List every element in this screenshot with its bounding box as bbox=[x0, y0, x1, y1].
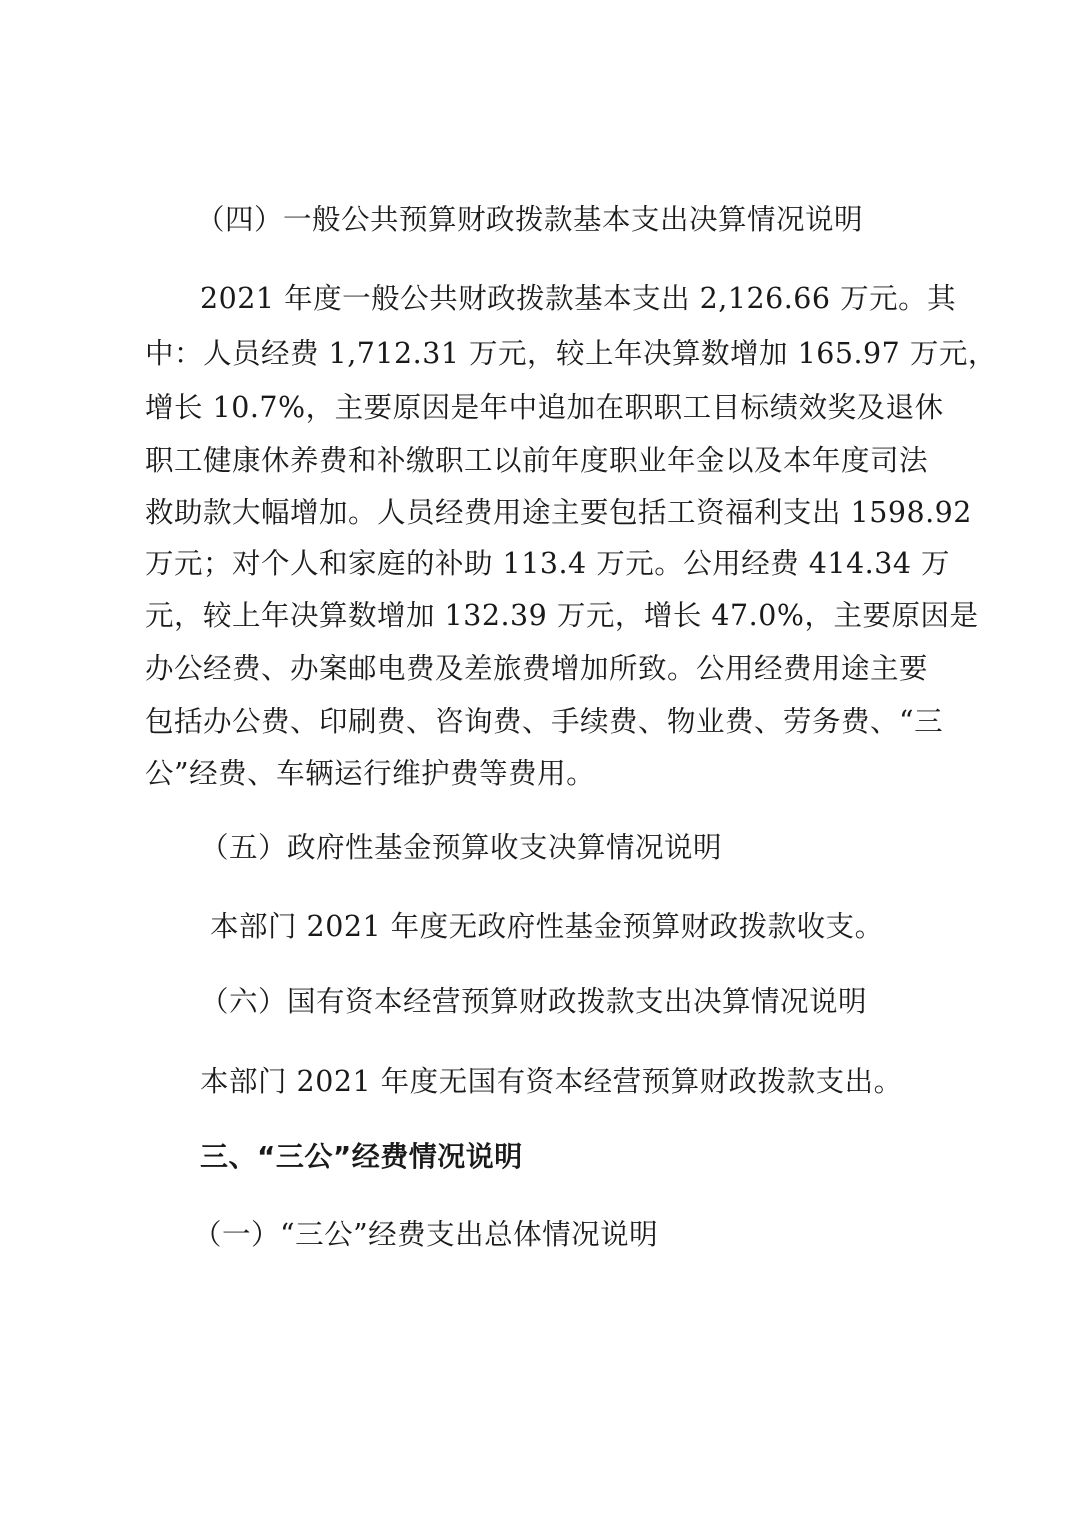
subsection-4-heading: （四）一般公共预算财政拨款基本支出决算情况说明 bbox=[196, 203, 864, 236]
sub4-paragraph-line-1: 2021 年度一般公共财政拨款基本支出 2,126.66 万元。其 bbox=[200, 282, 957, 315]
subsection-5-heading: （五）政府性基金预算收支决算情况说明 bbox=[200, 831, 723, 864]
section-3-heading: 三、“三公”经费情况说明 bbox=[200, 1140, 523, 1173]
section-3-subsection-1-heading: （一）“三公”经费支出总体情况说明 bbox=[193, 1218, 659, 1251]
sub4-paragraph-line-6: 万元；对个人和家庭的补助 113.4 万元。公用经费 414.34 万 bbox=[145, 547, 951, 580]
sub4-paragraph-line-9: 包括办公费、印刷费、咨询费、手续费、物业费、劳务费、“三 bbox=[145, 705, 944, 738]
sub4-paragraph-line-8: 办公经费、办案邮电费及差旅费增加所致。公用经费用途主要 bbox=[145, 652, 929, 685]
sub4-paragraph-line-7: 元，较上年决算数增加 132.39 万元，增长 47.0%，主要原因是 bbox=[145, 599, 979, 632]
sub4-paragraph-line-4: 职工健康休养费和补缴职工以前年度职业年金以及本年度司法 bbox=[145, 444, 929, 477]
subsection-6-body: 本部门 2021 年度无国有资本经营预算财政拨款支出。 bbox=[200, 1065, 903, 1098]
sub4-paragraph-line-10: 公”经费、车辆运行维护费等费用。 bbox=[145, 757, 596, 790]
sub4-paragraph-line-2: 中：人员经费 1,712.31 万元，较上年决算数增加 165.97 万元， bbox=[145, 337, 997, 370]
subsection-5-body: 本部门 2021 年度无政府性基金预算财政拨款收支。 bbox=[210, 910, 884, 943]
sub4-paragraph-line-5: 救助款大幅增加。人员经费用途主要包括工资福利支出 1598.92 bbox=[145, 496, 972, 529]
sub4-paragraph-line-3: 增长 10.7%，主要原因是年中追加在职职工目标绩效奖及退休 bbox=[145, 391, 944, 424]
subsection-6-heading: （六）国有资本经营预算财政拨款支出决算情况说明 bbox=[200, 985, 868, 1018]
